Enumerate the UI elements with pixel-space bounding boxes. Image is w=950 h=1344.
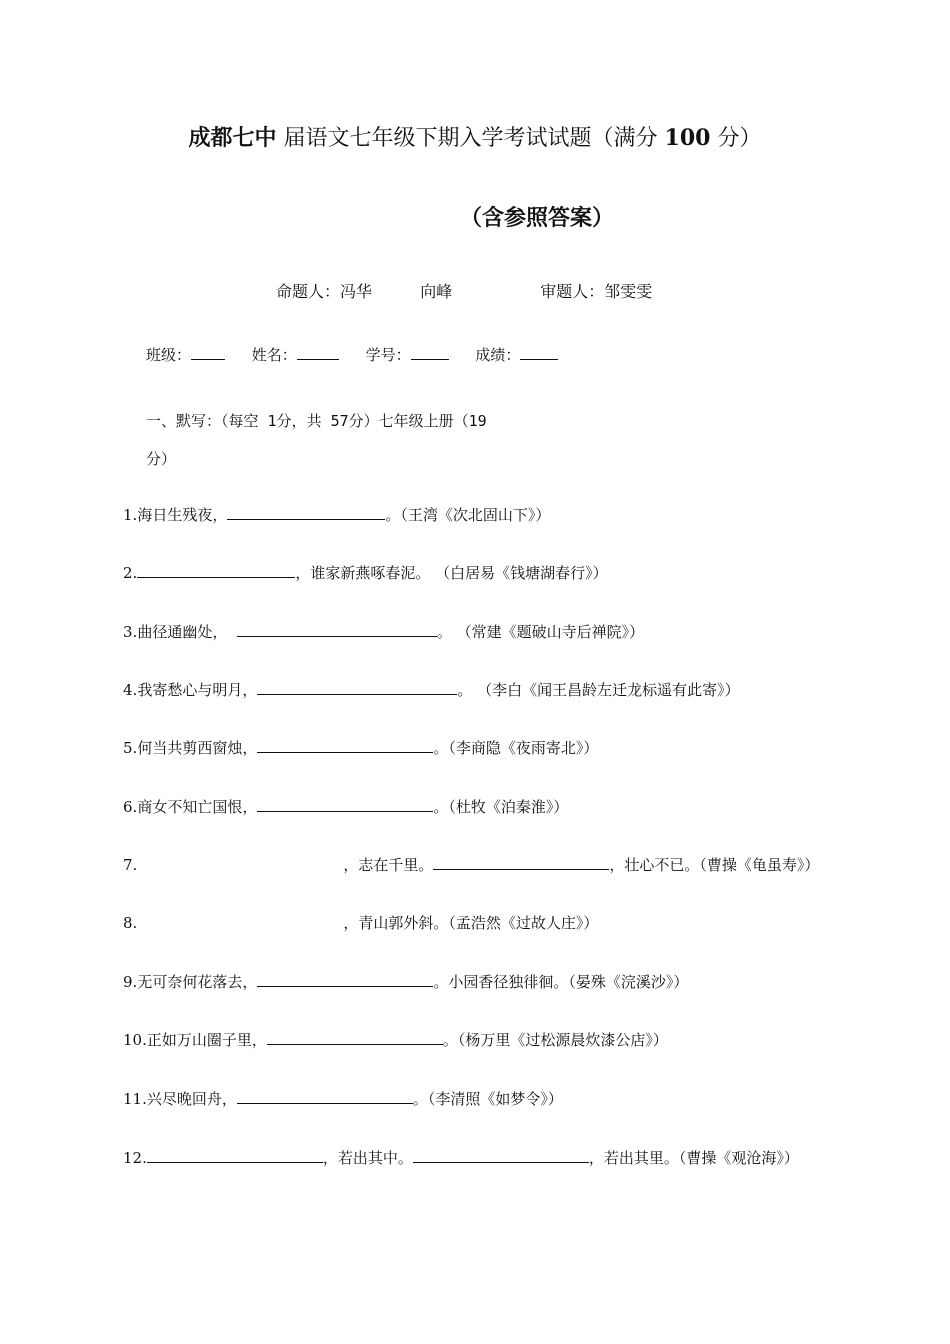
question-number: 9.: [123, 973, 138, 991]
question-2: [123, 561, 608, 585]
answer-blank-2[interactable]: [433, 853, 609, 870]
authors-line: [276, 280, 652, 304]
question-10: [123, 1028, 668, 1052]
student-info-fields: [146, 343, 580, 367]
question-text: 无可奈何花落去，: [137, 973, 258, 991]
student-id-label: 学号：: [365, 346, 411, 364]
question-5: [123, 736, 598, 760]
answer-blank[interactable]: [257, 736, 433, 753]
question-number: 12.: [123, 1149, 147, 1167]
question-12: [123, 1146, 799, 1170]
question-number: 11.: [123, 1090, 147, 1108]
name-field[interactable]: [252, 343, 339, 367]
score-field[interactable]: [475, 343, 558, 367]
student-id-blank[interactable]: [411, 343, 449, 360]
question-text: 何当共剪西窗烛，: [137, 739, 258, 757]
class-blank[interactable]: [191, 343, 225, 360]
question-number: 7.: [123, 856, 138, 874]
section-line-2: 分）: [146, 450, 177, 468]
section-heading: [146, 402, 546, 478]
question-8: [123, 911, 598, 935]
question-6: [123, 795, 568, 819]
question-text: 我寄愁心与明月，: [137, 681, 258, 699]
page-subtitle: （含参照答案）: [460, 205, 615, 231]
question-text: 正如万山圈子里，: [146, 1031, 267, 1049]
question-11: [123, 1087, 563, 1111]
setter-second: 向峰: [420, 282, 453, 301]
question-text: 曲径通幽处，: [137, 623, 228, 641]
question-text: 海日生残夜，: [137, 506, 228, 524]
answer-blank[interactable]: [137, 561, 295, 578]
answer-blank[interactable]: [227, 503, 385, 520]
title-main: 届语文七年级下期入学考试试题（满分: [276, 126, 665, 151]
answer-blank[interactable]: [257, 970, 433, 987]
question-3: [123, 620, 644, 644]
title-school: 成都七中: [188, 125, 277, 151]
title-end: 分）: [710, 126, 762, 151]
question-source: ，谁家新燕啄春泥。 （白居易《钱塘湖春行》）: [295, 564, 608, 582]
answer-blank[interactable]: [257, 795, 433, 812]
answer-blank[interactable]: [237, 620, 437, 637]
question-1: [123, 503, 550, 527]
question-source: ，壮心不已。（曹操《龟虽寿》）: [609, 856, 820, 874]
question-source: 。（杜牧《泊秦淮》）: [433, 798, 569, 816]
section-line-1: 一、默写：（每空 1分，共 57分）七年级上册（19: [146, 412, 487, 430]
answer-blank[interactable]: [257, 678, 457, 695]
question-number: 1.: [123, 506, 138, 524]
question-text: ，志在千里。: [343, 856, 434, 874]
question-text: ，若出其中。: [322, 1149, 413, 1167]
score-label: 成绩：: [475, 346, 521, 364]
question-source: 。（王湾《次北固山下》）: [385, 506, 551, 524]
question-9: [123, 970, 688, 994]
question-text: 兴尽晚回舟，: [146, 1090, 237, 1108]
name-blank[interactable]: [297, 343, 339, 360]
question-number: 8.: [123, 914, 138, 932]
student-id-field[interactable]: [366, 343, 449, 367]
question-number: 6.: [123, 798, 138, 816]
question-number: 10.: [123, 1031, 147, 1049]
question-number: 3.: [123, 623, 138, 641]
question-4: [123, 678, 740, 702]
question-number: 5.: [123, 739, 138, 757]
question-source: 。小园香径独徘徊。（晏殊《浣溪沙》）: [433, 973, 689, 991]
question-number: 2.: [123, 564, 138, 582]
answer-blank-2[interactable]: [413, 1146, 589, 1163]
question-source: 。（李商隐《夜雨寄北》）: [433, 739, 599, 757]
page-title: [0, 120, 950, 157]
reviewer-label: 审题人：邹雯雯: [540, 282, 653, 301]
question-number: 4.: [123, 681, 138, 699]
score-blank[interactable]: [520, 343, 558, 360]
question-source: ，青山郭外斜。（孟浩然《过故人庄》）: [343, 914, 599, 932]
answer-blank[interactable]: [237, 1087, 413, 1104]
question-source: 。 （李白《闻王昌龄左迁龙标遥有此寄》）: [457, 681, 740, 699]
question-source: 。（杨万里《过松源晨炊漆公店》）: [442, 1031, 668, 1049]
question-source: ，若出其里。（曹操《观沧海》）: [588, 1149, 799, 1167]
name-label: 姓名：: [251, 346, 297, 364]
question-source: 。 （常建《题破山寺后禅院》）: [436, 623, 645, 641]
answer-blank[interactable]: [267, 1028, 443, 1045]
class-label: 班级：: [146, 346, 192, 364]
answer-blank[interactable]: [147, 1146, 323, 1163]
question-7: [123, 853, 819, 877]
setter-label: 命题人：冯华: [276, 282, 373, 301]
class-field[interactable]: [146, 343, 225, 367]
question-text: 商女不知亡国恨，: [137, 798, 258, 816]
question-source: 。（李清照《如梦令》）: [412, 1090, 563, 1108]
title-score: 100: [664, 125, 711, 151]
